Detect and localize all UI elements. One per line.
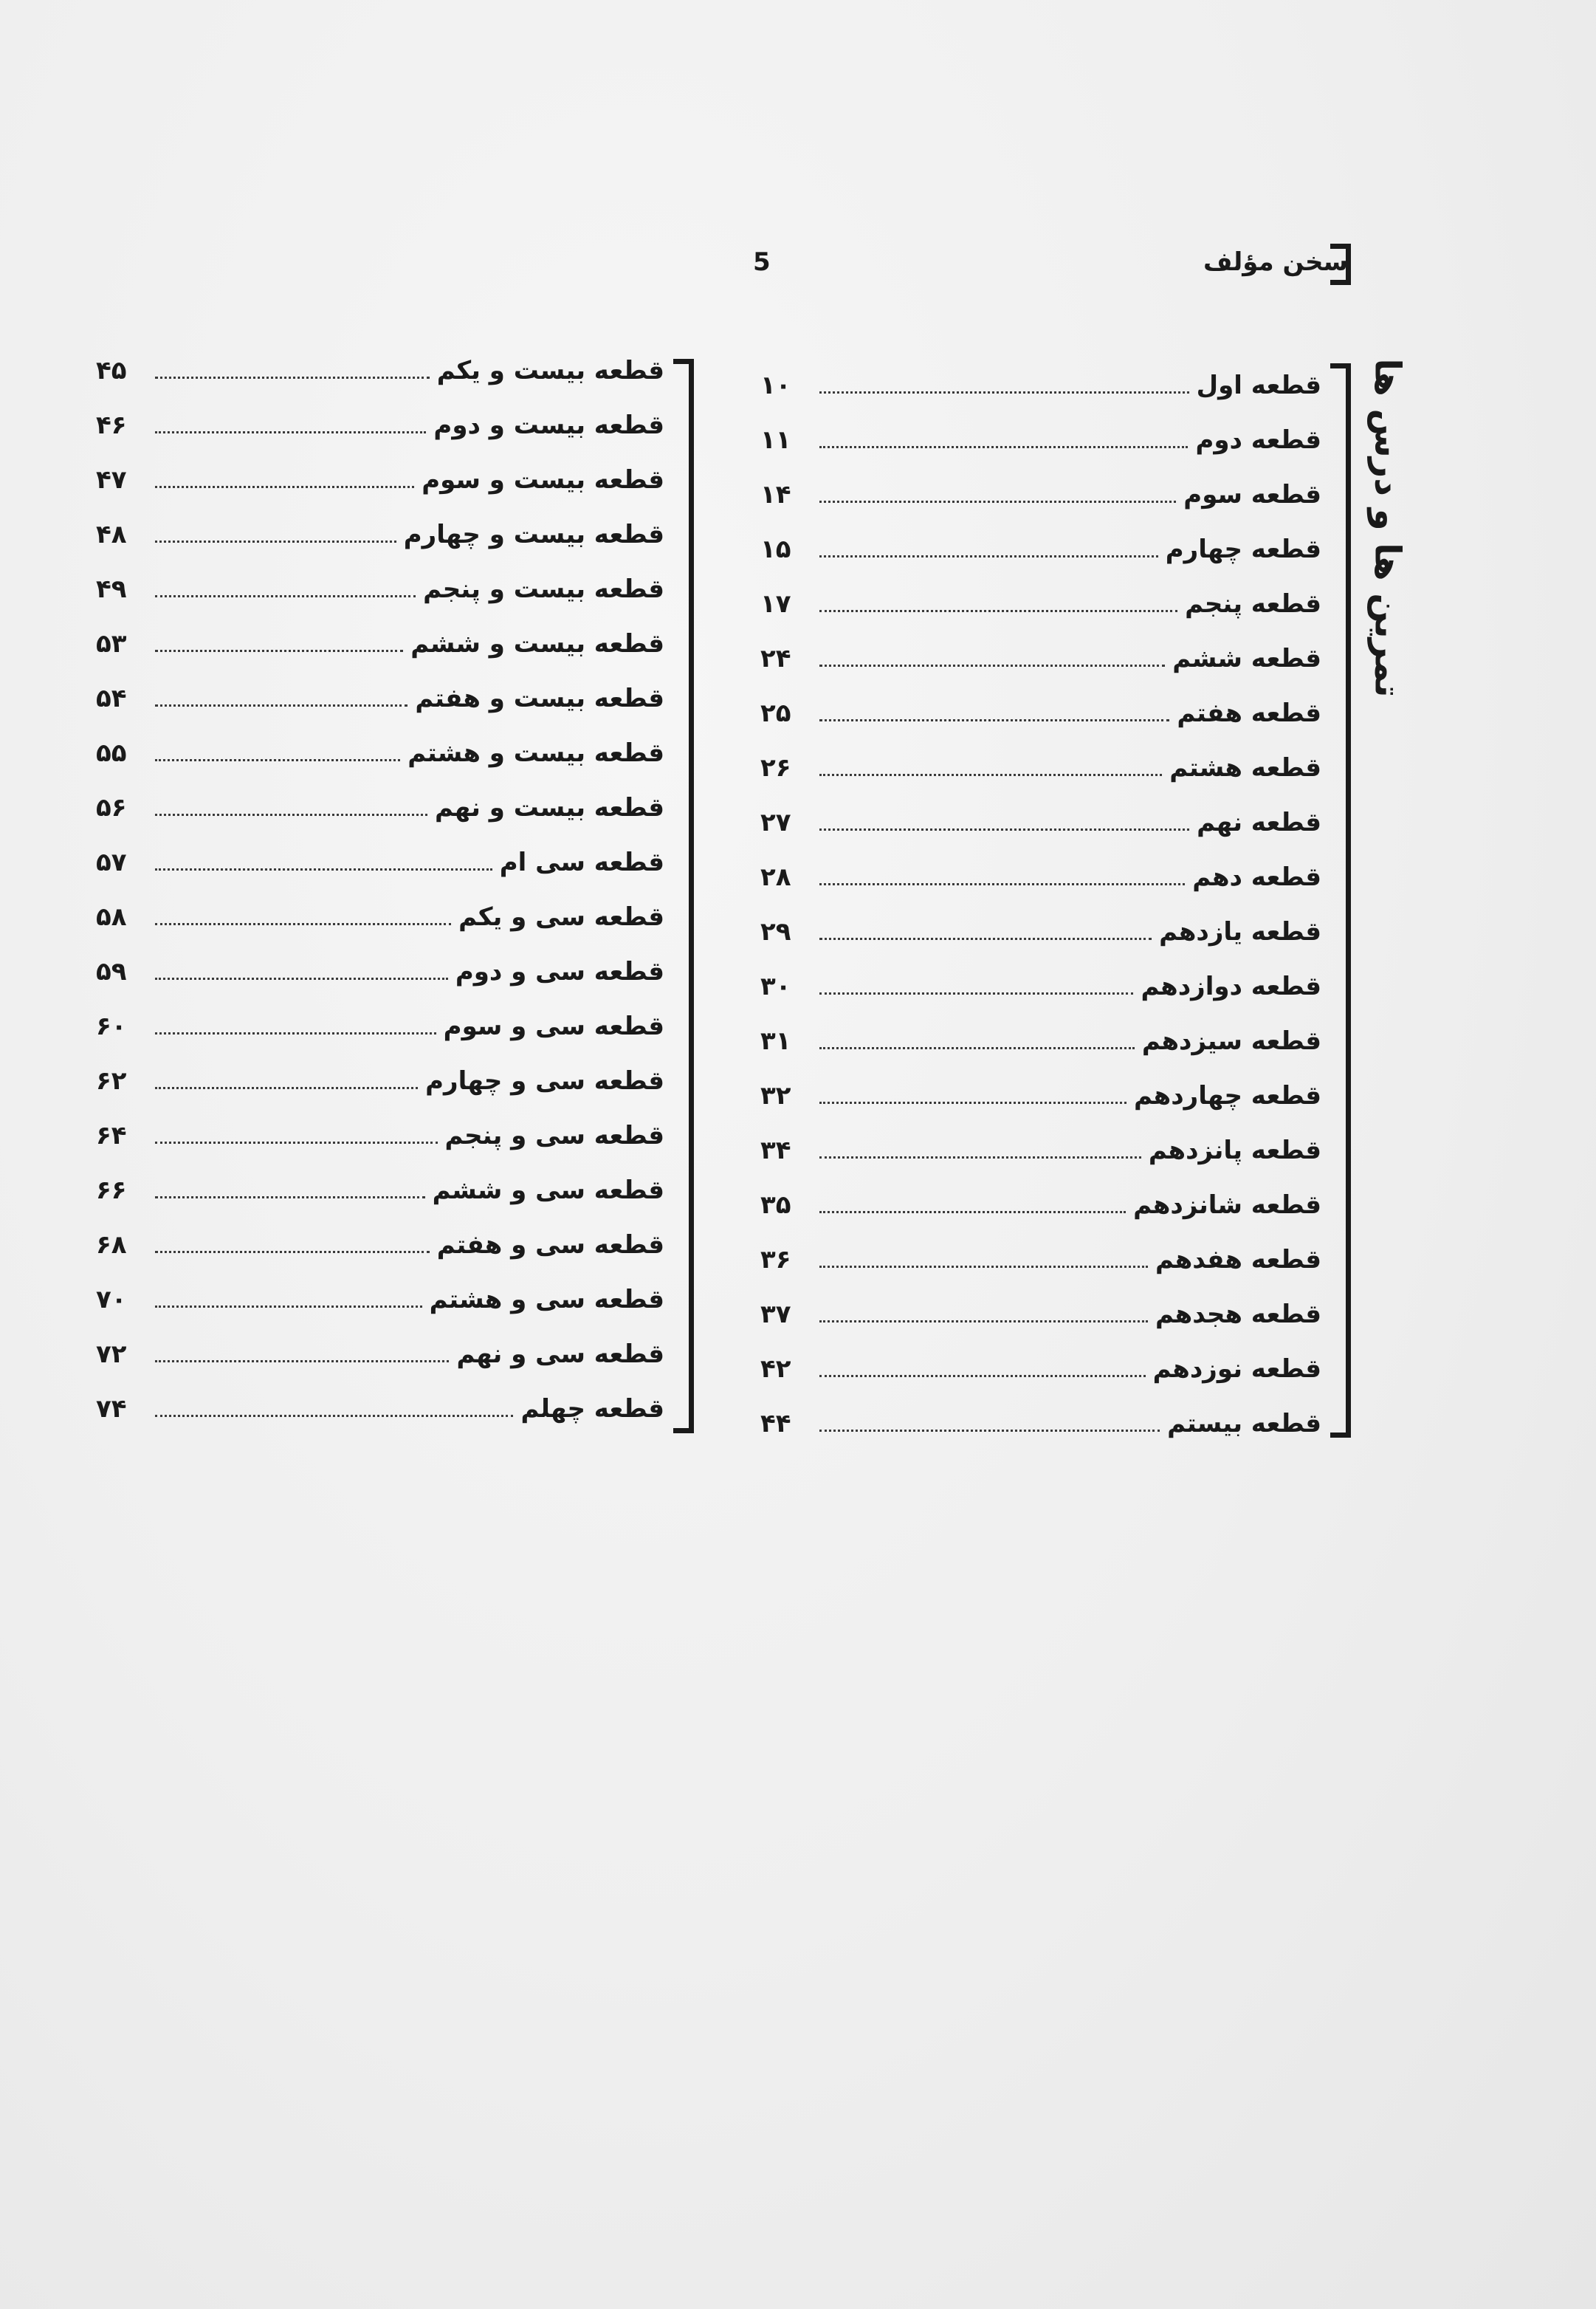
leader-dots bbox=[155, 1196, 425, 1198]
page-number: ۱۷ bbox=[760, 589, 791, 619]
toc-entry[interactable] bbox=[760, 1347, 1321, 1391]
leader-dots bbox=[819, 992, 1133, 995]
page-number: ۶۸ bbox=[96, 1230, 127, 1260]
left-column-bracket bbox=[673, 359, 694, 1433]
page-number: ۴۹ bbox=[96, 574, 127, 604]
page-number: ۷۰ bbox=[96, 1285, 127, 1314]
toc-entry[interactable] bbox=[96, 840, 664, 885]
entry-label: قطعه دوم bbox=[1195, 425, 1321, 455]
leader-dots bbox=[819, 665, 1165, 667]
toc-entry[interactable] bbox=[96, 1387, 664, 1431]
entry-label: قطعه سی و یکم bbox=[458, 902, 664, 932]
section-title bbox=[1344, 358, 1432, 698]
entry-label: قطعه سی و هشتم bbox=[429, 1285, 664, 1314]
toc-entry[interactable] bbox=[760, 363, 1321, 408]
page-number: ۲۴ bbox=[760, 644, 791, 673]
toc-entry[interactable] bbox=[760, 1128, 1321, 1173]
page-number: ۴۶ bbox=[96, 411, 127, 440]
toc-entry[interactable] bbox=[96, 1277, 664, 1322]
entry-label: قطعه هشتم bbox=[1169, 753, 1321, 783]
leader-dots bbox=[819, 719, 1169, 721]
section-title-text: تمرین ها و درس ها bbox=[1367, 358, 1409, 698]
leader-dots bbox=[155, 978, 448, 980]
toc-entry[interactable] bbox=[760, 1238, 1321, 1282]
preface-entry[interactable] bbox=[753, 240, 1348, 284]
entry-label: قطعه سی و ششم bbox=[432, 1176, 664, 1205]
entry-label: قطعه بیست و چهارم bbox=[403, 520, 664, 549]
leader-dots bbox=[155, 1032, 436, 1035]
entry-label: قطعه چهاردهم bbox=[1133, 1081, 1321, 1111]
entry-label: قطعه بیست و یکم bbox=[436, 356, 664, 385]
page-number: ۳۵ bbox=[760, 1190, 791, 1220]
page-number: ۵۹ bbox=[96, 957, 127, 987]
leader-dots bbox=[155, 1306, 422, 1308]
entry-label: قطعه پنجم bbox=[1185, 589, 1321, 619]
leader-dots bbox=[155, 541, 396, 543]
toc-entry[interactable] bbox=[96, 950, 664, 994]
leader-dots bbox=[819, 828, 1189, 831]
entry-label: قطعه سوم bbox=[1183, 480, 1321, 510]
page-number: ۱۴ bbox=[760, 480, 791, 510]
page-number: ۲۶ bbox=[760, 753, 791, 783]
toc-entry[interactable] bbox=[760, 691, 1321, 735]
toc-entry[interactable] bbox=[760, 1019, 1321, 1063]
leader-dots bbox=[819, 1266, 1148, 1268]
entry-label: قطعه شانزدهم bbox=[1133, 1190, 1321, 1220]
toc-entry[interactable] bbox=[96, 1332, 664, 1376]
toc-entry[interactable] bbox=[760, 582, 1321, 626]
toc-entry[interactable] bbox=[96, 512, 664, 557]
toc-entry[interactable] bbox=[96, 1168, 664, 1212]
page-number: ۵۸ bbox=[96, 902, 127, 932]
toc-entry[interactable] bbox=[760, 1074, 1321, 1118]
page-number: ۱۱ bbox=[760, 425, 791, 455]
entry-label: قطعه دوازدهم bbox=[1141, 972, 1321, 1001]
entry-label: قطعه سی و هفتم bbox=[436, 1230, 664, 1260]
toc-entry[interactable] bbox=[760, 1292, 1321, 1337]
page-number: ۳۶ bbox=[760, 1245, 791, 1274]
page-number: ۲۹ bbox=[760, 917, 791, 947]
toc-entry[interactable] bbox=[760, 1183, 1321, 1227]
entry-label: قطعه اول bbox=[1196, 371, 1321, 400]
leader-dots bbox=[819, 1156, 1141, 1159]
leader-dots bbox=[155, 1087, 418, 1089]
leader-dots bbox=[819, 1211, 1126, 1213]
toc-entry[interactable] bbox=[96, 1059, 664, 1103]
entry-label: قطعه سیزدهم bbox=[1141, 1026, 1321, 1056]
leader-dots bbox=[155, 923, 451, 925]
entry-label: قطعه سی و دوم bbox=[455, 957, 664, 987]
leader-dots bbox=[155, 486, 414, 488]
entry-label: قطعه نهم bbox=[1197, 808, 1321, 837]
toc-entry[interactable] bbox=[96, 622, 664, 666]
toc-entry[interactable] bbox=[760, 473, 1321, 517]
toc-entry[interactable] bbox=[760, 800, 1321, 845]
preface-page-number: 5 bbox=[753, 247, 771, 277]
leader-dots bbox=[819, 774, 1162, 776]
entry-label: قطعه سی ام bbox=[499, 848, 664, 877]
entry-label: قطعه بیست و سوم bbox=[422, 465, 664, 495]
page-number: ۴۸ bbox=[96, 520, 127, 549]
page-number: ۶۶ bbox=[96, 1176, 127, 1205]
page-number: ۷۲ bbox=[96, 1339, 127, 1369]
leader-dots bbox=[819, 883, 1185, 885]
toc-entry[interactable] bbox=[96, 1004, 664, 1049]
entry-label: قطعه هفدهم bbox=[1155, 1245, 1321, 1274]
entry-label: قطعه بیست و ششم bbox=[410, 629, 664, 659]
toc-entry[interactable] bbox=[96, 895, 664, 939]
entry-label: قطعه سی و سوم bbox=[443, 1012, 664, 1041]
entry-label: قطعه بیست و پنجم bbox=[423, 574, 664, 604]
toc-entry[interactable] bbox=[96, 731, 664, 775]
entry-label: قطعه سی و پنجم bbox=[444, 1121, 664, 1150]
leader-dots bbox=[155, 377, 430, 379]
toc-entry[interactable] bbox=[760, 964, 1321, 1009]
page-number: ۶۲ bbox=[96, 1066, 127, 1096]
toc-entry[interactable] bbox=[96, 1114, 664, 1158]
entry-label: قطعه نوزدهم bbox=[1152, 1354, 1321, 1384]
page-number: ۶۴ bbox=[96, 1121, 127, 1150]
entry-label: قطعه بیستم bbox=[1167, 1409, 1321, 1438]
entry-label: قطعه دهم bbox=[1192, 862, 1321, 892]
page-number: ۴۲ bbox=[760, 1354, 791, 1384]
entry-label: قطعه هجدهم bbox=[1155, 1300, 1321, 1329]
page-number: ۲۵ bbox=[760, 699, 791, 728]
toc-entry[interactable] bbox=[760, 527, 1321, 572]
toc-entry[interactable] bbox=[760, 418, 1321, 462]
entry-label: قطعه بیست و هشتم bbox=[407, 738, 664, 768]
page-number: ۵۳ bbox=[96, 629, 127, 659]
page-number: ۵۶ bbox=[96, 793, 127, 823]
leader-dots bbox=[155, 431, 426, 433]
leader-dots bbox=[819, 610, 1177, 612]
leader-dots bbox=[819, 1320, 1148, 1322]
leader-dots bbox=[155, 650, 403, 652]
toc-entry[interactable] bbox=[96, 1223, 664, 1267]
toc-entry[interactable] bbox=[96, 786, 664, 830]
leader-dots bbox=[819, 501, 1176, 503]
leader-dots bbox=[155, 868, 492, 871]
leader-dots bbox=[155, 1415, 513, 1417]
page-number: ۱۵ bbox=[760, 535, 791, 564]
page-number: ۶۰ bbox=[96, 1012, 127, 1041]
toc-entry[interactable] bbox=[96, 567, 664, 611]
leader-dots bbox=[819, 1047, 1135, 1049]
entry-label: قطعه بیست و دوم bbox=[433, 411, 664, 440]
entry-label: قطعه ششم bbox=[1172, 644, 1321, 673]
page-number: ۴۷ bbox=[96, 465, 127, 495]
page-number: ۱۰ bbox=[760, 371, 791, 400]
leader-dots bbox=[155, 595, 416, 597]
toc-entry[interactable] bbox=[96, 458, 664, 502]
toc-entry[interactable] bbox=[96, 349, 664, 393]
toc-entry[interactable] bbox=[760, 1401, 1321, 1446]
entry-label: قطعه یازدهم bbox=[1159, 917, 1321, 947]
leader-dots bbox=[819, 446, 1188, 448]
toc-entry[interactable] bbox=[96, 676, 664, 721]
preface-label: سخن مؤلف bbox=[1203, 247, 1348, 277]
page-number: ۴۴ bbox=[760, 1409, 791, 1438]
leader-dots bbox=[819, 1430, 1160, 1432]
entry-label: قطعه سی و نهم bbox=[456, 1339, 664, 1369]
leader-dots bbox=[155, 1142, 438, 1144]
leader-dots bbox=[819, 1102, 1127, 1104]
page-number: ۳۲ bbox=[760, 1081, 791, 1111]
leader-dots bbox=[155, 814, 427, 816]
page-number: ۲۷ bbox=[760, 808, 791, 837]
toc-entry[interactable] bbox=[760, 637, 1321, 681]
page-number: ۵۷ bbox=[96, 848, 127, 877]
entry-label: قطعه چهلم bbox=[520, 1394, 664, 1424]
toc-entry[interactable] bbox=[760, 910, 1321, 954]
leader-dots bbox=[819, 555, 1158, 557]
leader-dots bbox=[155, 1360, 449, 1362]
entry-label: قطعه سی و چهارم bbox=[425, 1066, 664, 1096]
page-number: ۳۰ bbox=[760, 972, 791, 1001]
toc-entry[interactable] bbox=[96, 403, 664, 447]
leader-dots bbox=[819, 391, 1189, 394]
toc-entry[interactable] bbox=[760, 855, 1321, 899]
entry-label: قطعه هفتم bbox=[1177, 699, 1321, 728]
page-number: ۵۴ bbox=[96, 684, 127, 713]
leader-dots bbox=[155, 1251, 430, 1253]
page-number: ۳۱ bbox=[760, 1026, 791, 1056]
leader-dots bbox=[819, 1375, 1146, 1377]
leader-dots bbox=[819, 938, 1152, 940]
page-number: ۳۴ bbox=[760, 1136, 791, 1165]
page-number: ۵۵ bbox=[96, 738, 127, 768]
page-number: ۳۷ bbox=[760, 1300, 791, 1329]
leader-dots bbox=[155, 704, 407, 707]
entry-label: قطعه چهارم bbox=[1165, 535, 1321, 564]
page-number: ۲۸ bbox=[760, 862, 791, 892]
entry-label: قطعه پانزدهم bbox=[1148, 1136, 1321, 1165]
entry-label: قطعه بیست و هفتم bbox=[415, 684, 664, 713]
right-column-bracket bbox=[1330, 363, 1351, 1438]
leader-dots bbox=[155, 759, 400, 761]
toc-entry[interactable] bbox=[760, 746, 1321, 790]
page-number: ۷۴ bbox=[96, 1394, 127, 1424]
entry-label: قطعه بیست و نهم bbox=[435, 793, 664, 823]
page-number: ۴۵ bbox=[96, 356, 127, 385]
